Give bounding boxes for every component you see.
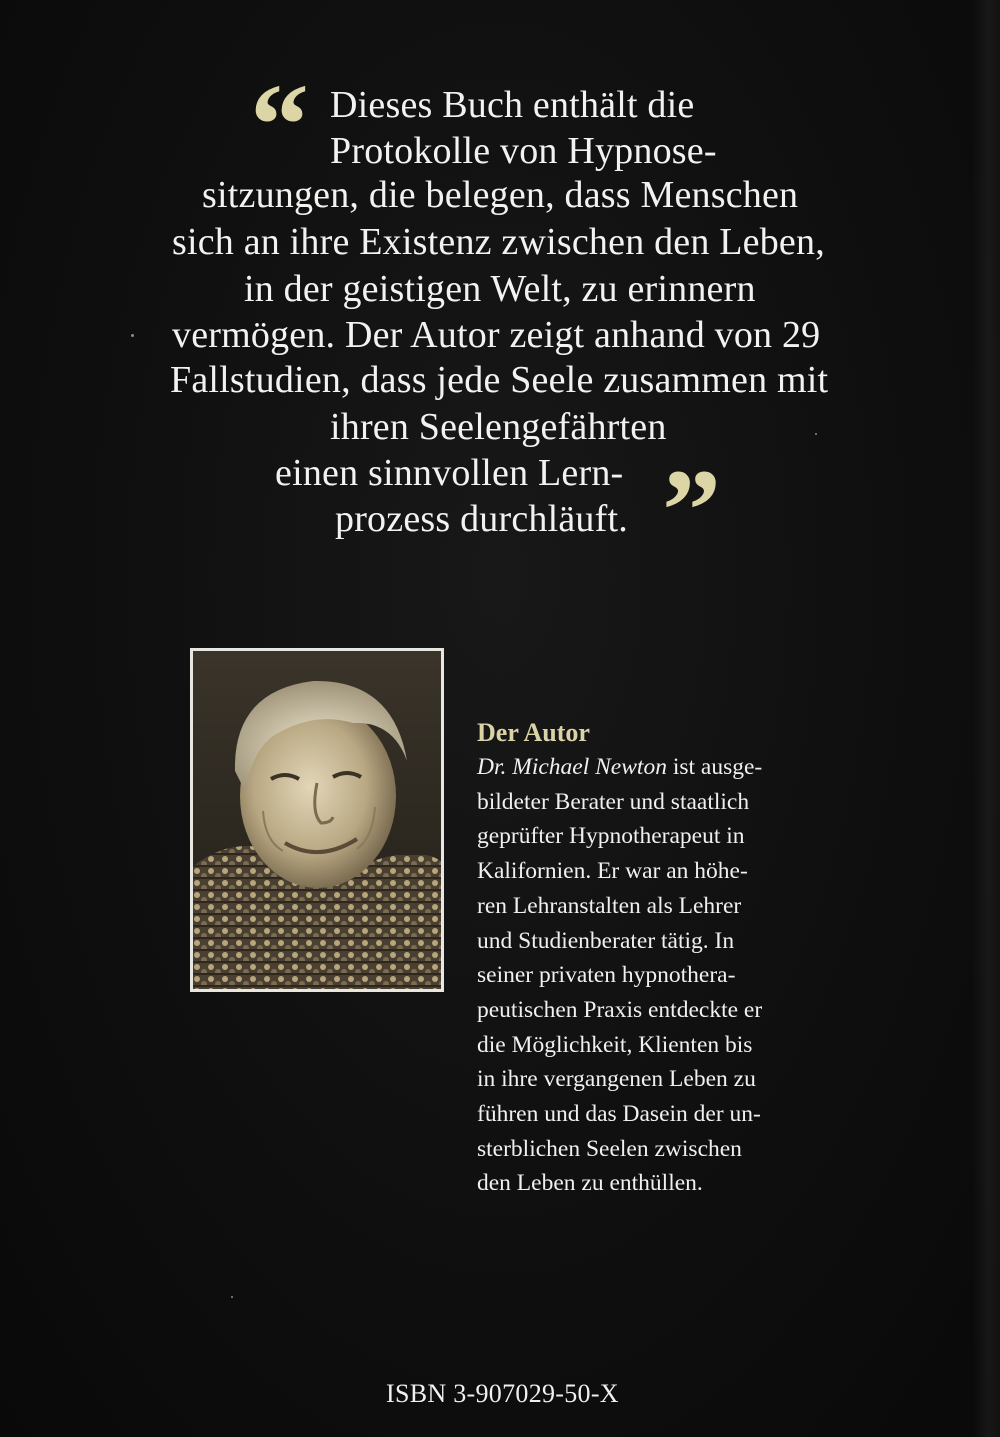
bio-line: den Leben zu enthüllen. — [477, 1170, 703, 1197]
bio-line: bildeter Berater und staatlich — [477, 788, 750, 815]
quote-line: Protokolle von Hypnose- — [330, 130, 717, 172]
dust-speck — [231, 1296, 233, 1298]
quote-line: prozess durchläuft. — [335, 498, 628, 540]
author-bio — [477, 716, 877, 1201]
quote-line: ihren Seelengefährten — [330, 406, 667, 448]
bio-line: peutischen Praxis entdeckte er — [477, 996, 763, 1023]
quote-line: in der geistigen Welt, zu erinnern — [244, 268, 756, 310]
author-portrait-image — [193, 651, 441, 989]
quote-line: vermögen. Der Autor zeigt anhand von 29 — [172, 314, 821, 356]
bio-line: Kalifornien. Er war an höhe- — [477, 858, 748, 885]
bio-line: führen und das Dasein der un- — [477, 1101, 761, 1128]
quote-line: einen sinnvollen Lern- — [275, 452, 624, 494]
bio-line: und Studienberater tätig. In — [477, 927, 735, 954]
bio-line-first — [477, 750, 877, 785]
author-name: Dr. Michael Newton — [477, 754, 667, 780]
bio-line: seiner privaten hypnothera- — [477, 962, 736, 989]
bio-line: in ihre vergangenen Leben zu — [477, 1066, 756, 1093]
bio-line: die Möglichkeit, Klienten bis — [477, 1031, 753, 1058]
quote-line: Dieses Buch enthält die — [330, 84, 695, 126]
author-heading: Der Autor — [477, 718, 590, 747]
quote-line: sitzungen, die belegen, dass Menschen — [202, 174, 799, 216]
bio-line: sterblichen Seelen zwischen — [477, 1135, 742, 1162]
isbn-number: ISBN 3-907029-50-X — [386, 1379, 619, 1408]
quote-line: sich an ihre Existenz zwischen den Leben, — [172, 221, 825, 263]
cover-spine-edge — [972, 0, 1000, 1437]
closing-quote-mark: ” — [662, 445, 721, 576]
bio-line: geprüfter Hypnotherapeut in — [477, 823, 745, 850]
dust-speck — [815, 433, 817, 435]
opening-quote-mark: “ — [250, 59, 309, 190]
quote-line: Fallstudien, dass jede Seele zusammen mit — [170, 359, 829, 401]
bio-first-line-rest: ist ausge- — [666, 754, 763, 780]
author-photo — [190, 648, 444, 992]
dust-speck — [131, 334, 134, 337]
bio-line: ren Lehranstalten als Lehrer — [477, 892, 742, 919]
